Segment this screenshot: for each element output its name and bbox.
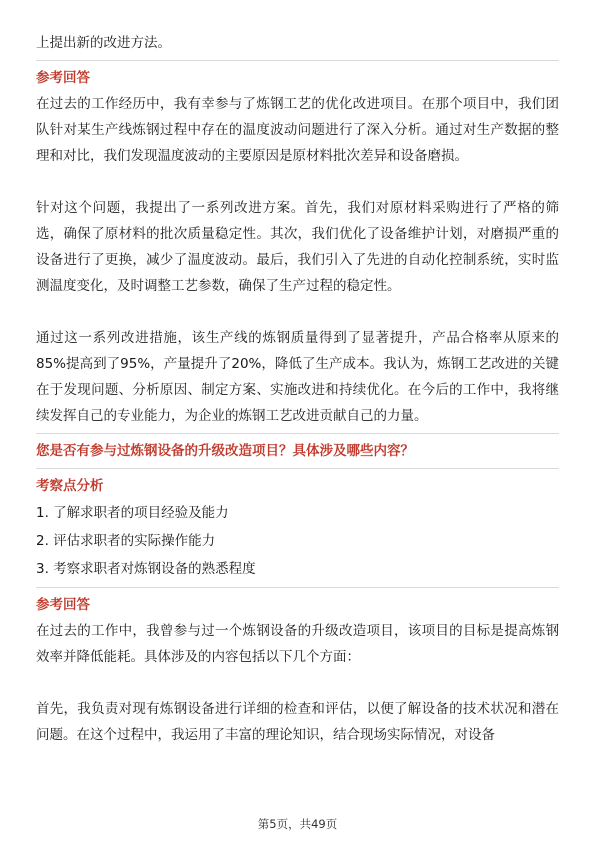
intro-tail-text: 上提出新的改进方法。 bbox=[36, 35, 171, 51]
question2-title: 您是否有参与过炼钢设备的升级改造项目？具体涉及哪些内容？ bbox=[36, 443, 414, 459]
analysis-label: 考察点分析 bbox=[36, 478, 104, 494]
answer1-paragraph: 针对这个问题，我提出了一系列改进方案。首先，我们对原材料采购进行了严格的筛选，确保了原材料的批次质量稳定性。其次，我们优化了设备维护计划，对磨损严重的设备进行了更换，减少了温度波动。最后，我们引入了先进的自动化控制系统，实时监测温度变化，及时调整工艺参数，确保了生产过程的稳定性。 bbox=[36, 200, 559, 294]
answer2-label: 参考回答 bbox=[36, 597, 90, 613]
document-page bbox=[36, 30, 559, 748]
answer2-paragraph: 在过去的工作中，我曾参与过一个炼钢设备的升级改造项目，该项目的目标是提高炼钢效率并降低能耗。具体涉及的内容包括以下几个方面： bbox=[36, 623, 559, 665]
answer2-paragraph: 首先，我负责对现有炼钢设备进行详细的检查和评估，以便了解设备的技术状况和潜在问题。在这个过程中，我运用了丰富的理论知识，结合现场实际情况，对设备 bbox=[36, 701, 559, 743]
analysis-item: 2. 评估求职者的实际操作能力 bbox=[36, 533, 216, 549]
page-number: 第5页，共49页 bbox=[257, 817, 338, 831]
answer1-paragraph: 通过这一系列改进措施，该生产线的炼钢质量得到了显著提升，产品合格率从原来的85%提高到了95%，产量提升了20%，降低了生产成本。我认为，炼钢工艺改进的关键在于发现问题、分析原因、制定方案、实施改进和持续优化。在今后的工作中，我将继续发挥自己的专业能力，为企业的炼钢工艺改进贡献自己的力量。 bbox=[36, 330, 559, 424]
analysis-item: 1. 了解求职者的项目经验及能力 bbox=[36, 505, 229, 521]
section-divider bbox=[36, 433, 559, 434]
answer1-paragraph: 在过去的工作经历中，我有幸参与了炼钢工艺的优化改进项目。在那个项目中，我们团队针对某生产线炼钢过程中存在的温度波动问题进行了深入分析。通过对生产数据的整理和对比，我们发现温度波动的主要原因是原材料批次差异和设备磨损。 bbox=[36, 96, 559, 164]
section-divider bbox=[36, 468, 559, 469]
section-divider bbox=[36, 60, 559, 61]
answer1-label: 参考回答 bbox=[36, 70, 90, 86]
analysis-item: 3. 考察求职者对炼钢设备的熟悉程度 bbox=[36, 561, 256, 577]
section-divider bbox=[36, 587, 559, 588]
